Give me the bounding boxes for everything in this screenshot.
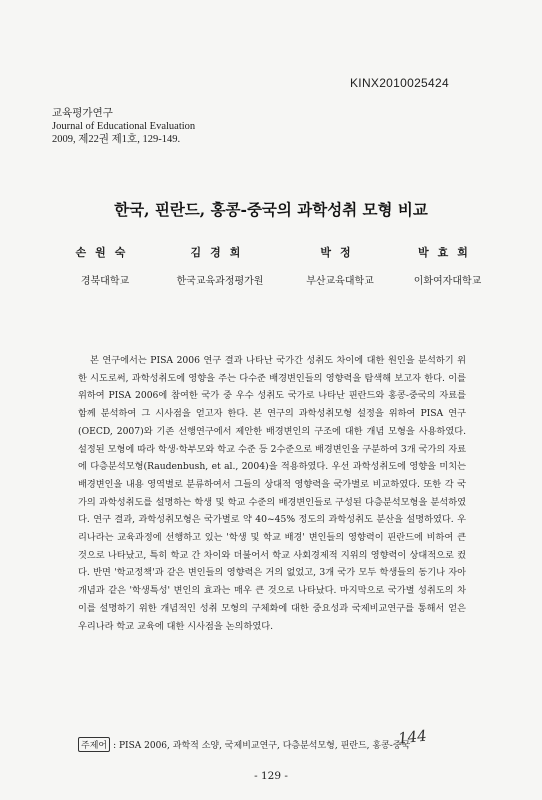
page-number: - 129 - [254, 770, 288, 782]
journal-name-en: Journal of Educational Evaluation [52, 121, 196, 132]
author-list [60, 244, 500, 287]
journal-issue: 2009, 제22권 제1호, 129-149. [52, 134, 181, 145]
document-id: KINX2010025424 [350, 76, 449, 90]
author-name: 손원숙 [75, 246, 135, 259]
journal-info [52, 107, 195, 146]
author-affiliation: 경북대학교 [80, 276, 130, 287]
author [395, 244, 500, 287]
keywords-text: : PISA 2006, 과학적 소양, 국제비교연구, 다층분석모형, 핀란드, 홍콩-중국 [113, 741, 411, 751]
author-name: 박정 [320, 246, 360, 259]
author-name: 박효희 [418, 246, 477, 259]
paper-title: 한국, 핀란드, 홍콩-중국의 과학성취 모형 비교 [114, 200, 428, 219]
author [160, 244, 280, 287]
handwritten-note: 144 [397, 726, 428, 748]
author-affiliation: 한국교육과정평가원 [176, 276, 264, 287]
author-affiliation: 부산교육대학교 [306, 276, 374, 287]
author-name: 김경희 [190, 246, 250, 259]
abstract [78, 352, 466, 635]
author-affiliation: 이화여자대학교 [413, 276, 482, 287]
author [60, 244, 150, 287]
journal-name-kr: 교육평가연구 [52, 108, 113, 119]
author [285, 244, 395, 287]
abstract-text: 본 연구에서는 PISA 2006 연구 결과 나타난 국가간 성취도 차이에 대한 원인을 분석하기 위한 시도로써, 과학성취도에 영향을 주는 다수준 배경변인들의 영향력을 탐색해 보고자 한다. 이를 위하여 PISA 2006에 참여한 국가 중 우수 성취도 국가로 나타난 핀란드와 홍콩-중국의 자료를 함께 분석하여 그 시사점을 얻고자 한다. 본 연구의 과학성취모형 설정을 위하여 PISA 연구(OECD, 2007)와 기존 선행연구에서 제안한 배경변인의 구조에 대한 개념 모형을 사용하였다. 설정된 모형에 따라 학생·학부모와 학교 수준 등 2수준으로 배경변인을 구분하여 3개 국가의 자료에 다층분석모형(Raudenbush, et al., 2004)을 적용하였다. 우선 과학성취도에 영향을 미치는 배경변인을 내용 영역별로 분류하여서 그들의 상대적 영향력을 국가별로 비교하였다. 또한 각 국가의 과학성취도를 설명하는 학생 및 학교 수준의 배경변인들로 구성된 다층분석모형을 분석하였다. 연구 결과, 과학성취모형은 국가별로 약 40~45% 정도의 과학성취도 분산을 설명하였다. 우리나라는 교육과정에 선행하고 있는 '학생 및 학교 배경' 변인들의 영향력이 핀란드에 비하여 큰 것으로 나타났고, 특히 학교 간 차이와 더불어서 학교 사회경제적 지위의 영향력이 상대적으로 컸다. 반면 '학교정책'과 같은 변인들의 영향력은 거의 없었고, 3개 국가 모두 학생들의 동기나 자아개념과 같은 '학생특성' 변인의 효과는 매우 큰 것으로 나타났다. 마지막으로 국가별 성취도의 차이를 설명하기 위한 개념적인 성취 모형의 구체화에 대한 중요성과 국제비교연구를 통해서 얻은 우리나라 학교 교육에 대한 시사점을 논의하였다. [78, 355, 466, 632]
keywords-label: 주제어 [78, 737, 110, 752]
